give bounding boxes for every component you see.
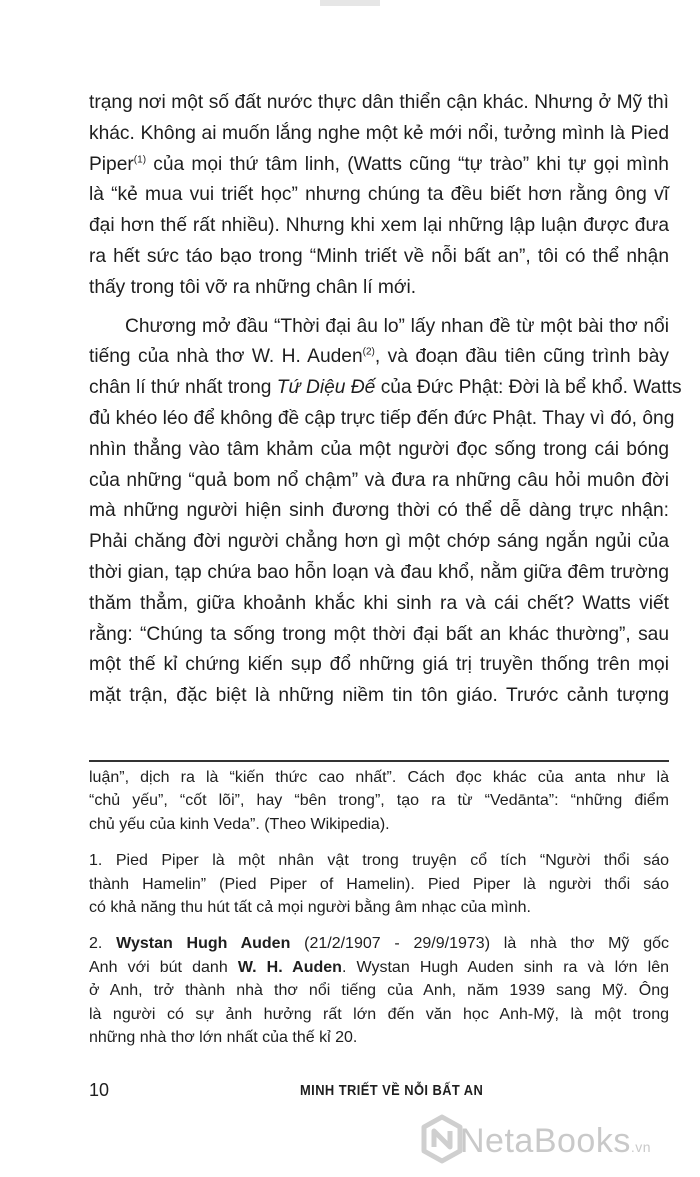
footnote-2-name: Wystan Hugh Auden xyxy=(116,935,291,953)
body-text xyxy=(89,88,682,712)
body-line: nhìn thẳng vào tâm khảm của một người đọc sống trong cái bóng xyxy=(89,438,669,460)
top-edge-mark xyxy=(320,0,380,6)
footnote-2-line: 2. Wystan Hugh Auden (21/2/1907 - 29/9/1973) là nhà thơ Mỹ gốc xyxy=(89,935,669,953)
footnotes xyxy=(89,766,669,1049)
body-line: trạng nơi một số đất nước thực dân thiển cận khác. Nhưng ở Mỹ thì xyxy=(89,92,669,113)
body-line: của những “quả bom nổ chậm” và đưa ra những câu hỏi muôn đời xyxy=(89,469,669,491)
footnote-2-line: là người có sự ảnh hưởng rất lớn đến văn học Anh-Mỹ, là một trong xyxy=(89,1005,669,1023)
footnote-2-pen-name: W. H. Auden xyxy=(237,958,342,976)
body-line: một thế kỉ chứng kiến sụp đổ những giá trị truyền thống trên mọi xyxy=(89,654,669,676)
body-line: là “kẻ mua vui triết học” nhưng chúng ta đều biết hơn rằng ông vĩ xyxy=(89,184,669,206)
body-line: thời gian, tạp chứa bao hỗn loạn và đau khổ, nằm giữa đêm trường xyxy=(89,561,669,583)
footnote-2-line: Anh với bút danh W. H. Auden. Wystan Hugh Auden sinh ra và lớn lên xyxy=(89,958,669,976)
body-line: ra hết sức táo bạo trong “Minh triết về nỗi bất an”, tôi có thể nhận xyxy=(89,245,669,267)
footnote-line: luận”, dịch ra là “kiến thức cao nhất”. Cách đọc khác của anta như là xyxy=(89,769,669,786)
body-line: đại hơn thế rất nhiều). Nhưng khi xem lại những lập luận được đưa xyxy=(89,215,669,237)
body-line: Piper$^{(1)}$ của mọi thứ tâm linh, (Watts cũng “tự trào” khi tự gọi mình xyxy=(89,153,669,175)
body-line: thăm thẳm, giữa khoảnh khắc khi sinh ra và cái chết? Watts viết xyxy=(89,592,669,614)
pied-piper-word: Piper xyxy=(89,153,134,175)
body-line: mặt trận, đặc biệt là những niềm tin tôn giáo. Trước cảnh tượng xyxy=(89,685,669,707)
footnote-1-line: thành Hamelin” (Pied Piper of Hamelin). Pied Piper là người thổi sáo xyxy=(89,875,669,893)
body-line: tiếng của nhà thơ W. H. Auden$^{(2)}$, và đoạn đầu tiên cũng trình bày xyxy=(89,346,669,368)
footnote-line: chủ yếu của kinh Veda”. (Theo Wikipedia). xyxy=(89,815,390,833)
page-number: 10 xyxy=(89,1080,110,1100)
footnote-1-line: 1. Pied Piper là một nhân vật trong truyện cổ tích “Người thổi sáo xyxy=(89,852,669,870)
footnote-divider xyxy=(89,760,669,762)
emphasis-tu-dieu-de: Tứ Diệu Đế xyxy=(276,377,376,399)
footnote-2-line: những nhà thơ lớn nhất của thế kỉ 20. xyxy=(89,1028,358,1046)
body-line: khác. Không ai muốn lắng nghe một kẻ mới nổi, tưởng mình là Pied xyxy=(89,122,669,144)
body-line: rằng: “Chúng ta sống trong một thời đại bất an khác thường”, sau xyxy=(89,623,669,645)
body-line: Phải chăng đời người chẳng hơn gì một chớp sáng ngắn ngủi của xyxy=(89,531,669,553)
footnote-ref-1: (1) xyxy=(133,154,147,166)
footnote-2-line: ở Anh, trở thành nhà thơ nổi tiếng của Anh, năm 1939 sang Mỹ. Ông xyxy=(89,982,669,1000)
footnote-ref-2: (2) xyxy=(362,346,375,358)
footnote-1-line: có khả năng thu hút tất cả mọi người bằng âm nhạc của mình. xyxy=(89,898,531,916)
body-line: mà những người hiện sinh đương thời có thể dễ dàng trực nhận: xyxy=(89,500,669,522)
running-title: MINH TRIẾT VỀ NỖI BẤT AN xyxy=(300,1082,484,1099)
watermark-text: NetaBooks.vn xyxy=(460,1122,652,1160)
body-line: đủ khéo léo để không đề cập trực tiếp đến đức Phật. Thay vì đó, ông xyxy=(89,407,675,429)
body-line: chân lí thứ nhất trong Tứ Diệu Đế của Đức Phật: Đời là bể khổ. Watts xyxy=(89,377,682,399)
footnote-line: “chủ yếu”, “cốt lõi”, hay “bên trong”, tạo ra từ “Vedānta”: “những điểm xyxy=(89,792,669,810)
body-line: thấy trong tôi vỡ ra những chân lí mới. xyxy=(89,276,417,298)
body-line: Chương mở đầu “Thời đại âu lo” lấy nhan đề từ một bài thơ nổi xyxy=(125,315,669,337)
